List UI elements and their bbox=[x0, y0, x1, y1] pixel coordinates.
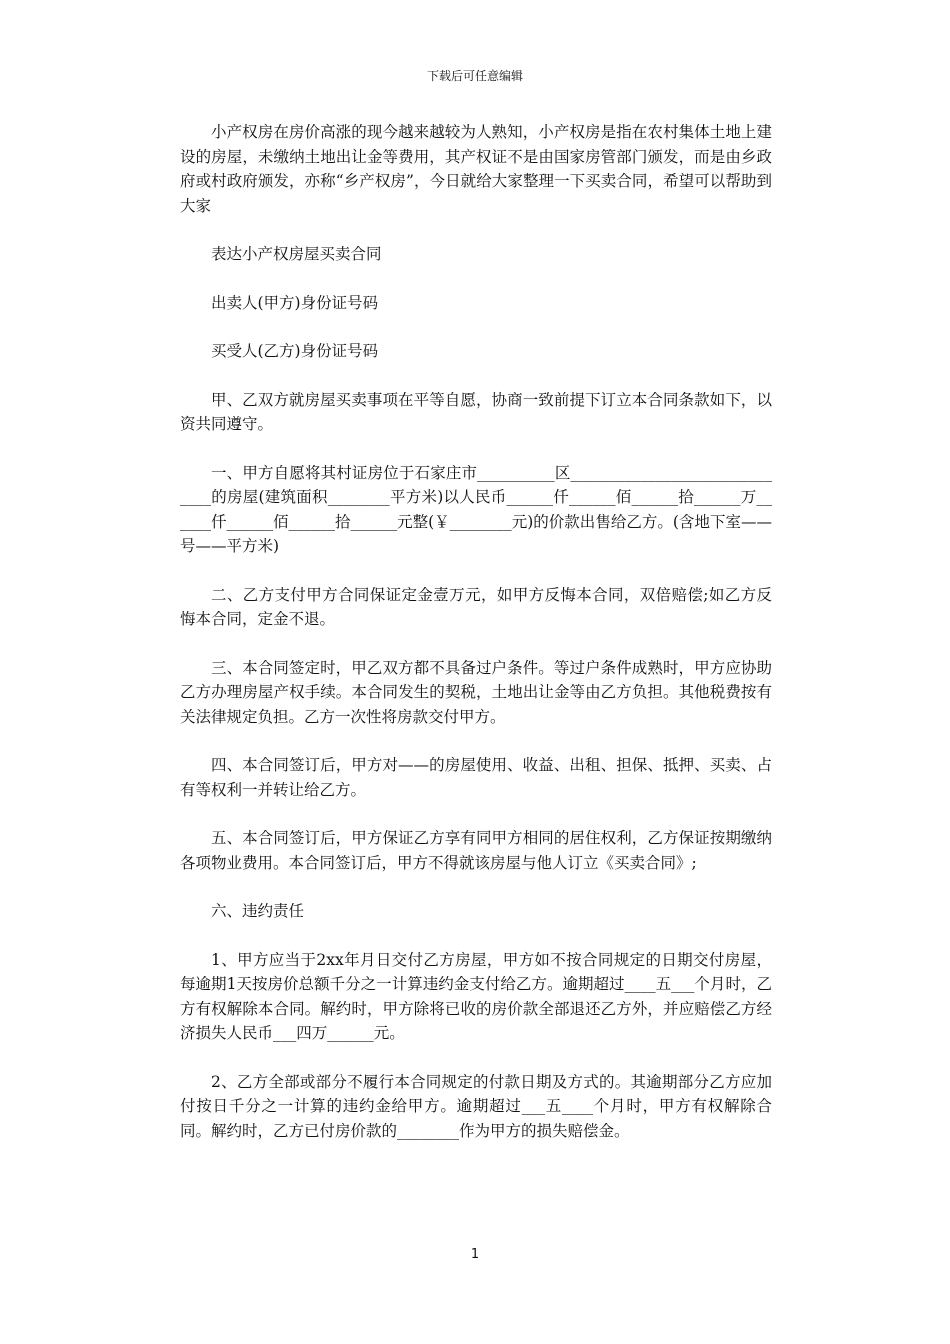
page-number: 1 bbox=[470, 1247, 480, 1262]
contract-title: 表达小产权房屋买卖合同 bbox=[211, 245, 382, 263]
clause-5: 五、本合同签订后，甲方保证乙方享有同甲方相同的居住权利，乙方保证按期缴纳各项物业费用。本合同签订后，甲方不得就该房屋与他人订立《买卖合同》; bbox=[180, 829, 772, 872]
clause-6-item-1: 1、甲方应当于2xx年月日交付乙方房屋，甲方如不按合同规定的日期交付房屋，每逾期1天按房价总额千分之一计算违约金支付给乙方。逾期超过____五___个月时，乙方有权解除本合同。解约时，甲方除将已收的房价款全部退还乙方外，并应赔偿乙方经济损失人民币___四万______元。 bbox=[180, 950, 772, 1042]
seller-line: 出卖人(甲方)身份证号码 bbox=[211, 293, 379, 312]
buyer-line: 买受人(乙方)身份证号码 bbox=[211, 342, 379, 360]
clause-3: 三、本合同签定时，甲乙双方都不具备过户条件。等过户条件成熟时，甲方应协助乙方办理房屋产权手续。本合同发生的契税，土地出让金等由乙方负担。其他税费按有关法律规定负担。乙方一次性将房款交付甲方。 bbox=[180, 658, 772, 726]
intro-paragraph: 小产权房在房价高涨的现今越来越较为人熟知，小产权房是指在农村集体土地上建设的房屋，未缴纳土地出让金等费用，其产权证不是由国家房管部门颁发，而是由乡政府或村政府颁发，亦称“乡产权房”，今日就给大家整理一下买卖合同，希望可以帮助到大家 bbox=[180, 123, 772, 215]
page-header: 下载后可任意编辑 bbox=[426, 69, 523, 83]
clause-4: 四、本合同签订后，甲方对——的房屋使用、收益、出租、担保、抵押、买卖、占有等权利一并转让给乙方。 bbox=[180, 756, 772, 799]
document-body bbox=[180, 120, 772, 1167]
clause-6-heading: 六、违约责任 bbox=[211, 902, 305, 920]
preamble-paragraph: 甲、乙双方就房屋买卖事项在平等自愿，协商一致前提下订立本合同条款如下，以资共同遵守。 bbox=[180, 390, 772, 433]
clause-6-item-2: 2、乙方全部或部分不履行本合同规定的付款日期及方式的。其逾期部分乙方应加付按日千分之一计算的违约金给甲方。逾期超过___五____个月时，甲方有权解除合同。解约时，乙方已付房价款的________作为甲方的损失赔偿金。 bbox=[180, 1072, 772, 1140]
clause-2: 二、乙方支付甲方合同保证定金壹万元，如甲方反悔本合同，双倍赔偿;如乙方反悔本合同，定金不退。 bbox=[180, 585, 772, 628]
clause-1: 一、甲方自愿将其村证房位于石家庄市__________区______________________________的房屋(建筑面积________平方米)以人民币______仟______佰______拾______万______仟______佰______拾______元整(￥________元)的价款出售给乙方。(含地下室——号——平方米) bbox=[180, 463, 772, 555]
